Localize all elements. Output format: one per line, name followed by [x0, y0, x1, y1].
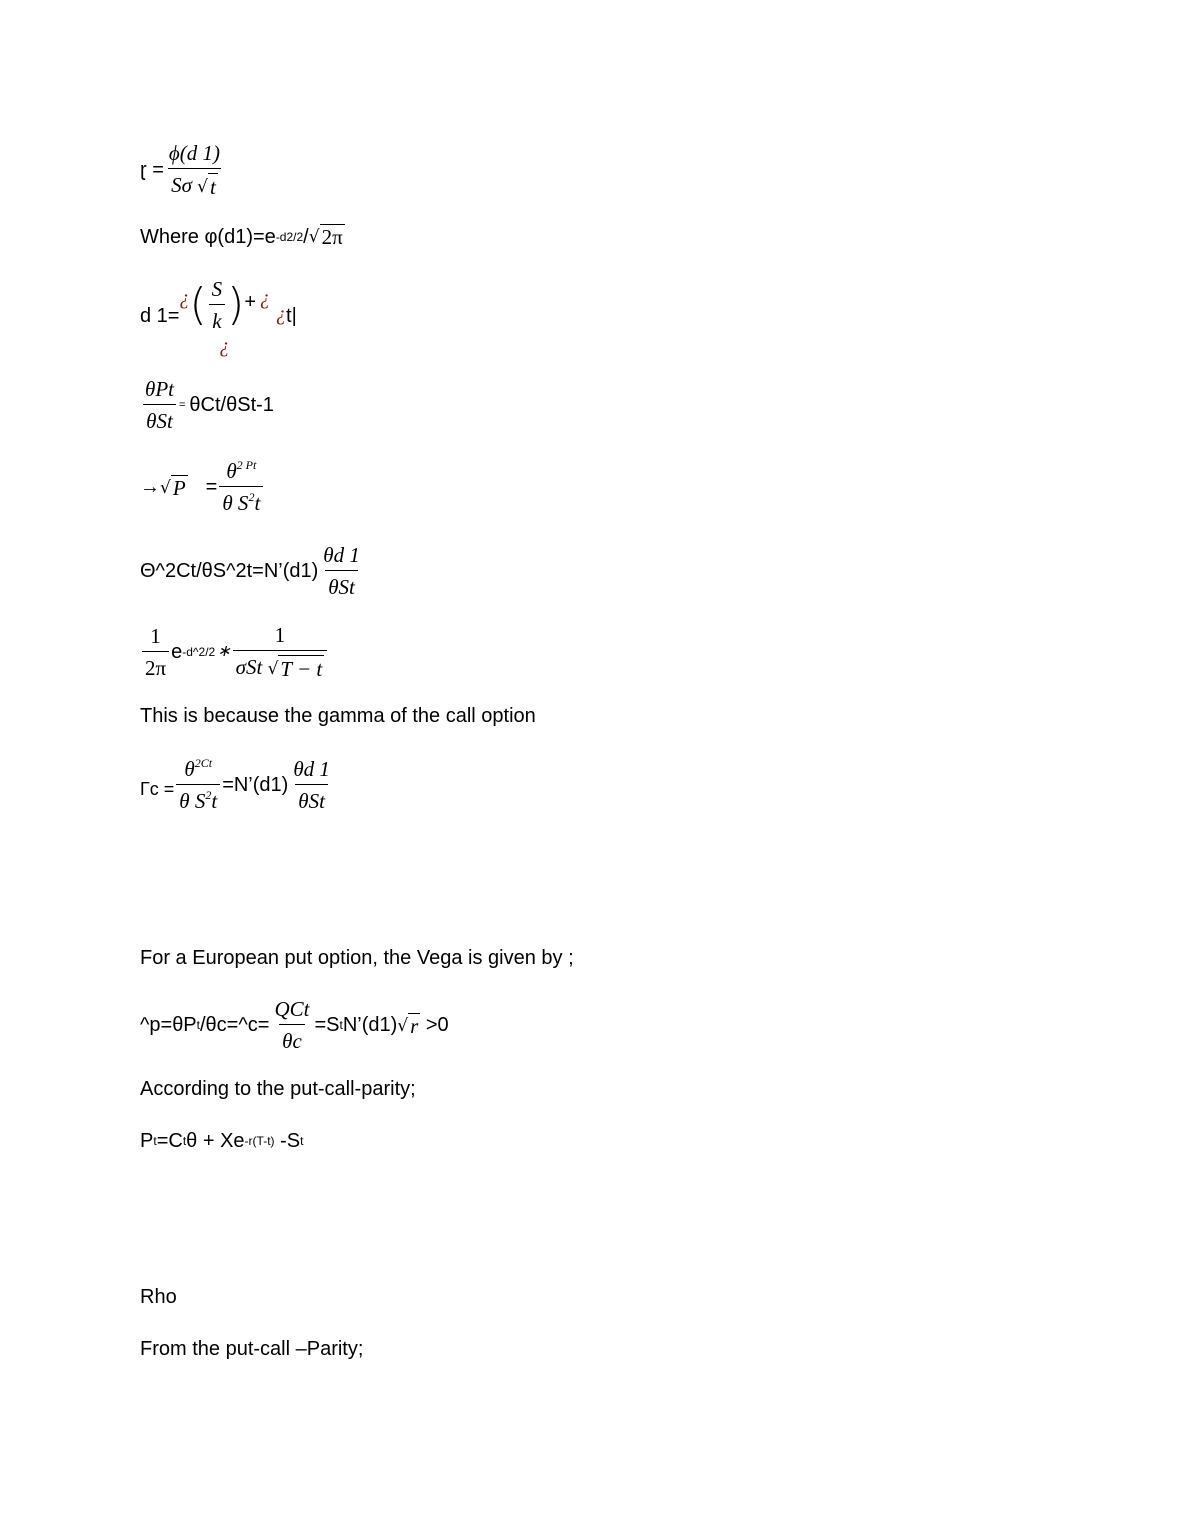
- put-call-parity-formula: P t =C t θ + Xe -r(T-t) -S t: [140, 1130, 304, 1152]
- vega-den: θc: [279, 1024, 305, 1054]
- gamma-fraction: [166, 140, 223, 200]
- s-numerator: S: [211, 277, 223, 301]
- dd1-den: θSt: [325, 570, 358, 600]
- radical-icon: √: [397, 1015, 409, 1036]
- left-paren-icon: (: [189, 279, 207, 330]
- gamma-explanation: This is because the gamma of the call option: [140, 705, 536, 727]
- radical-icon: √: [197, 177, 209, 197]
- sqrt-p: [160, 475, 188, 500]
- theta-symbol: θ: [184, 757, 195, 781]
- placeholder-mark: ¿: [179, 287, 190, 309]
- phi-definition: Where φ(d1)=e -d2/2 / √ 2π: [140, 225, 343, 249]
- inverse-sigma-fraction: [233, 622, 328, 682]
- parity-rho-text: From the put-call –Parity;: [140, 1338, 364, 1360]
- second-derivative-den: [219, 486, 263, 516]
- den-text: θ S: [179, 789, 206, 813]
- theta-symbol: θ: [226, 459, 237, 483]
- rho-label: [140, 1285, 177, 1309]
- second-derivative-num: [223, 458, 259, 486]
- radical-icon: √: [160, 477, 171, 498]
- rho-text: Rho: [140, 1286, 177, 1308]
- sqrt-t: [197, 173, 218, 200]
- phi-text: Where φ(d1)=e: [140, 225, 276, 248]
- vega-e: >0: [420, 1014, 449, 1036]
- sigma-st: σSt: [235, 655, 263, 679]
- gamma-expansion: $\frac{1}{2\pi}$ e -d^2/2 ∗ 1 σSt √ T − t: [140, 622, 329, 682]
- gamma-lhs: ɽ =: [140, 159, 164, 181]
- vega-num: QCt: [274, 997, 310, 1021]
- d1-ratio-group: [189, 276, 245, 357]
- dd1-num: θd 1: [293, 757, 330, 781]
- parity-d: -S: [274, 1130, 301, 1152]
- sqrt-p-body: P: [172, 475, 186, 500]
- sqrt-r: [397, 1013, 420, 1038]
- call-second-derivative-fraction: [176, 756, 220, 814]
- equals-sign: =: [178, 399, 186, 411]
- call-num: [181, 756, 215, 784]
- num-superscript: 2 Pt: [236, 458, 257, 472]
- vega-c: =S: [314, 1014, 340, 1036]
- dd1-den: θSt: [295, 784, 328, 814]
- call-den: [176, 784, 220, 814]
- vega-formula: ^p=θP t /θc=^c= $\frac{\text{QCt}}{\theta c}$ =S t N’(d1) √ r >0: [140, 997, 449, 1053]
- gamma-denominator: [168, 168, 221, 200]
- den-t: t: [211, 789, 218, 813]
- parity-intro-text: According to the put-call-parity;: [140, 1078, 416, 1100]
- one-numerator: 1: [150, 624, 161, 648]
- vega-intro: [140, 946, 574, 970]
- multiply-icon: ∗: [217, 643, 231, 660]
- radical-icon: √: [267, 659, 279, 679]
- vega-intro-text: For a European put option, the Vega is given by ;: [140, 947, 574, 969]
- second-derivative-fraction: [219, 458, 263, 516]
- dd1-fraction: [320, 542, 363, 600]
- plus-sign: +: [244, 291, 257, 313]
- one-numerator: 1: [274, 623, 286, 647]
- radical-icon: √: [308, 227, 320, 247]
- sigma-denominator: [233, 650, 328, 682]
- call-gamma-derivation: [140, 542, 365, 600]
- den-text: θ S: [222, 491, 249, 515]
- put-delta-num: θPt: [145, 377, 174, 401]
- phi-slash: /: [303, 225, 309, 248]
- d1-lhs: d 1=: [140, 305, 180, 327]
- sqrt-t-minus-t: [268, 655, 325, 682]
- placeholder-mark: ¿: [219, 335, 230, 357]
- put-delta-formula: [140, 376, 274, 434]
- put-delta-den: θSt: [143, 404, 176, 434]
- gamma-den-text: Sσ: [171, 173, 192, 197]
- gamma-c-lhs: Гc =: [140, 779, 175, 799]
- k-denominator: k: [209, 304, 224, 334]
- exp-e: e: [171, 641, 183, 663]
- gamma-formula: [140, 140, 225, 200]
- put-delta-tail: θCt/θSt-1: [189, 394, 274, 416]
- sqrt-2pi-body: 2π: [321, 225, 343, 249]
- call-gamma-mid: =N’(d1): [222, 774, 289, 796]
- two-pi-denominator: 2π: [142, 651, 169, 681]
- right-paren-icon: ): [227, 279, 245, 330]
- call-gamma-formula: [140, 756, 335, 814]
- vega-b: /θc=^c=: [200, 1014, 270, 1036]
- put-delta-fraction: [142, 376, 177, 434]
- explanation-text: [140, 704, 536, 728]
- sqrt-2pi: [309, 224, 345, 249]
- sqrt-body: T − t: [280, 657, 323, 681]
- parity-b: =C: [156, 1130, 183, 1152]
- dd1-fraction: [290, 756, 333, 814]
- den-superscript: 2: [205, 788, 212, 802]
- vega-fraction: [271, 996, 312, 1054]
- num-superscript: 2Ct: [194, 756, 213, 770]
- put-gamma-formula: [140, 458, 265, 516]
- vega-d: N’(d1): [342, 1014, 398, 1036]
- den-t: t: [254, 491, 261, 515]
- parity-c: θ + Xe: [186, 1130, 245, 1152]
- d1-tail: t|: [286, 305, 297, 327]
- parity-a: P: [140, 1130, 154, 1152]
- inverse-2pi-fraction: [142, 623, 169, 681]
- put-call-parity-rho: [140, 1337, 363, 1361]
- equals-sign: =: [205, 476, 218, 498]
- gamma-numerator: ϕ(d 1): [168, 141, 221, 165]
- d1-formula: [140, 276, 297, 356]
- arrow-icon: →: [140, 476, 160, 498]
- put-call-parity-intro: [140, 1077, 416, 1101]
- sqrt-r-body: r: [410, 1013, 419, 1038]
- sqrt-t-body: t: [210, 175, 216, 199]
- placeholder-mark: ¿: [276, 303, 287, 325]
- dd1-num: θd 1: [323, 543, 360, 567]
- s-over-k-fraction: [209, 276, 226, 334]
- call-gamma-text: Θ^2Ct/θS^2t=N’(d1): [140, 560, 319, 582]
- placeholder-mark: ¿: [260, 287, 271, 309]
- vega-a: ^p=θP: [140, 1014, 197, 1036]
- den-superscript: 2: [248, 490, 255, 504]
